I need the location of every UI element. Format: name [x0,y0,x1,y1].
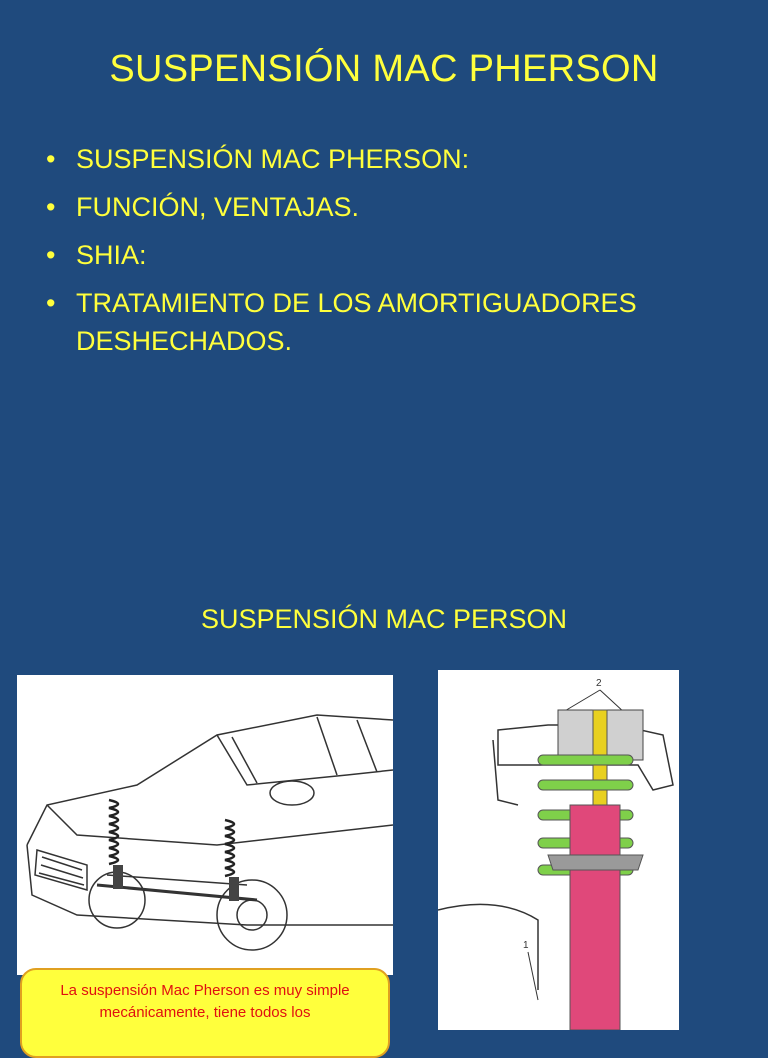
slide-2 [0,560,768,1024]
bullet-dot: • [46,288,56,318]
strut-label-top: 2 [596,678,602,689]
bullet-dot: • [46,144,56,174]
slide-subtitle: SUSPENSIÓN MAC PERSON [200,604,568,634]
bullet-item [44,188,704,226]
bullet-text: SUSPENSIÓN MAC PHERSON: [76,144,470,174]
caption-box: La suspensión Mac Pherson es muy simple mecánicamente, tiene todos los [20,968,390,1058]
bullet-dot: • [46,240,56,270]
bullet-item [44,140,704,178]
strut-drawing [438,670,679,1030]
strut-label-side: 1 [523,940,529,951]
car-illustration [17,675,393,975]
strut-diagram [438,670,679,1030]
bullet-text: SHIA: [76,240,147,270]
car-drawing [17,675,393,975]
slide-title: SUSPENSIÓN MAC PHERSON [109,48,659,90]
bullet-list [44,140,704,370]
bullet-dot: • [46,192,56,222]
bullet-item [44,236,704,274]
bullet-text: TRATAMIENTO DE LOS AMORTIGUADORES DESHECHADOS. [76,288,637,356]
bullet-text: FUNCIÓN, VENTAJAS. [76,192,360,222]
bullet-item [44,284,704,360]
